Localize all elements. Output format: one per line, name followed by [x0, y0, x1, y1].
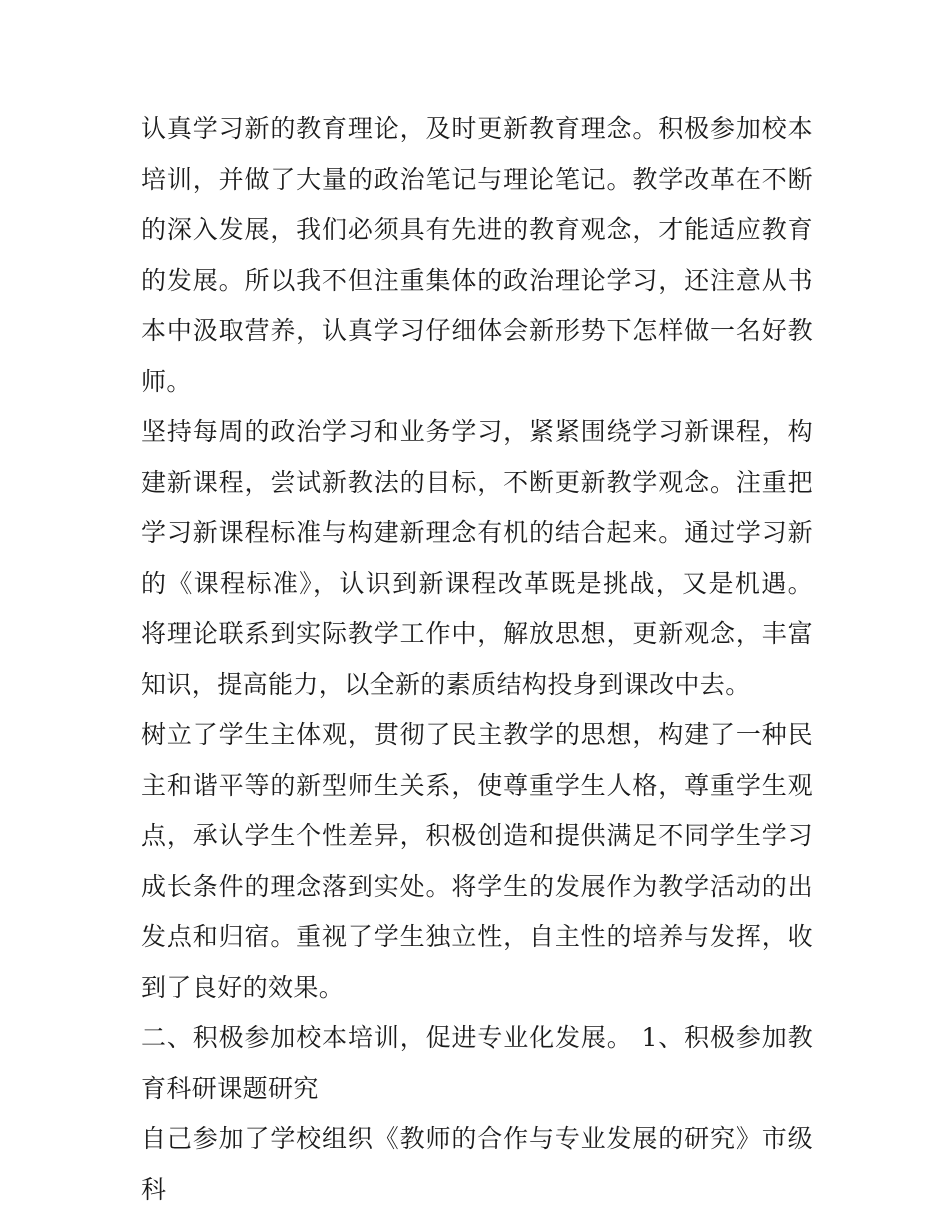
paragraph-research-project: 自己参加了学校组织《教师的合作与专业发展的研究》市级科 [141, 1124, 813, 1204]
section-heading-training: 二、积极参加校本培训，促进专业化发展。 1、积极参加教育科研课题研究 [141, 1023, 813, 1103]
document-body [141, 104, 813, 1215]
paragraph-weekly-study: 坚持每周的政治学习和业务学习，紧紧围绕学习新课程，构建新课程，尝试新教法的目标，不断更新教学观念。注重把学习新课程标准与构建新理念有机的结合起来。通过学习新的《课程标准》，认识到新课程改革既是挑战，又是机遇。将理论联系到实际教学工作中，解放思想，更新观念，丰富知识，提高能力，以全新的素质结构投身到课改中去。 [141, 417, 813, 699]
paragraph-student-centered: 树立了学生主体观，贯彻了民主教学的思想，构建了一种民主和谐平等的新型师生关系，使尊重学生人格，尊重学生观点，承认学生个性差异，积极创造和提供满足不同学生学习成长条件的理念落到实处。将学生的发展作为教学活动的出发点和归宿。重视了学生独立性，自主性的培养与发挥，收到了良好的效果。 [141, 720, 813, 1002]
paragraph-theory-study: 认真学习新的教育理论，及时更新教育理念。积极参加校本培训，并做了大量的政治笔记与理论笔记。教学改革在不断的深入发展，我们必须具有先进的教育观念，才能适应教育的发展。所以我不但注重集体的政治理论学习，还注意从书本中汲取营养，认真学习仔细体会新形势下怎样做一名好教师。 [141, 114, 813, 396]
